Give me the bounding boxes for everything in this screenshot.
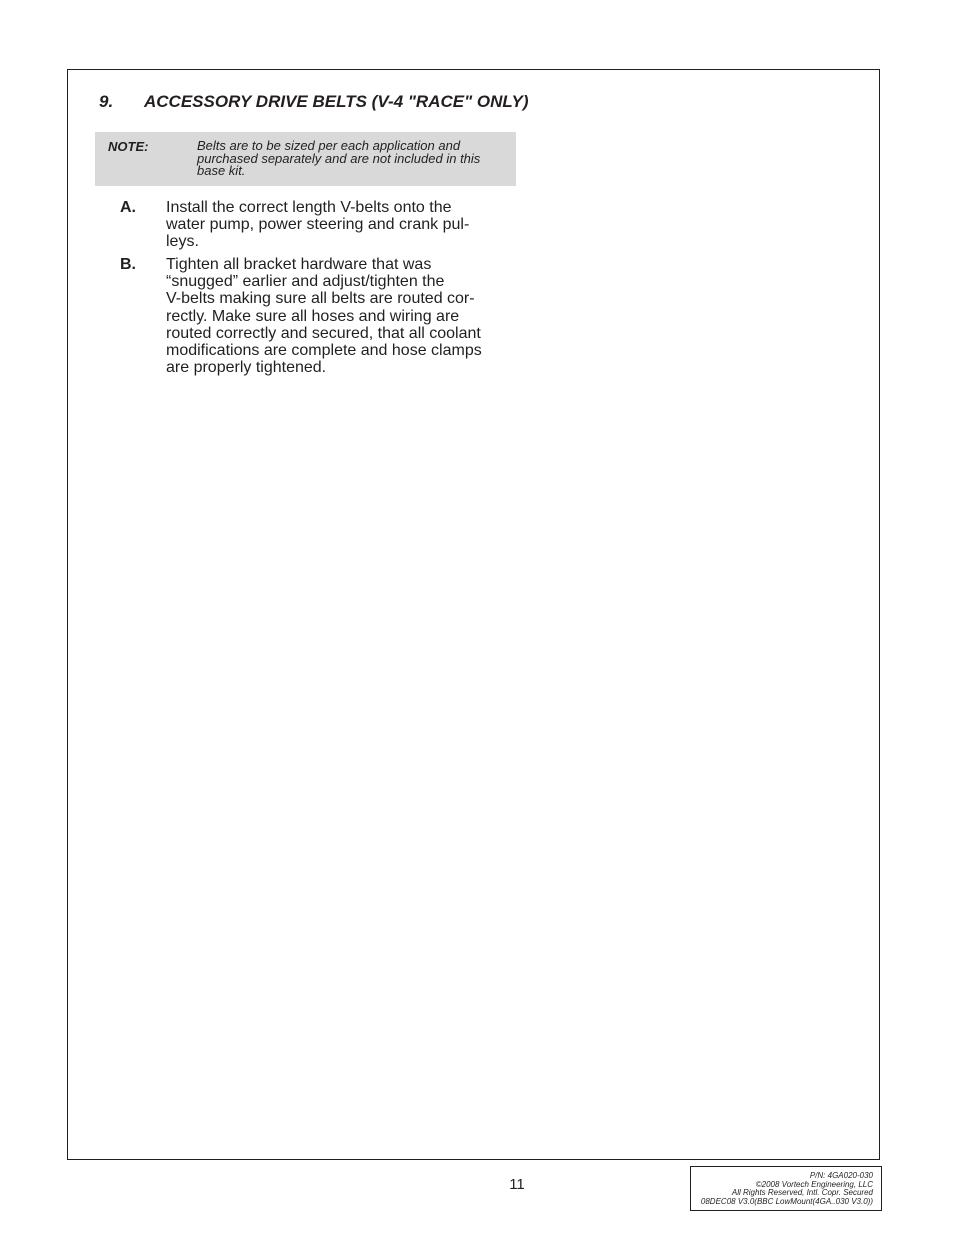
step-line: leys. <box>166 233 199 251</box>
page-number: 11 <box>509 1176 525 1193</box>
step-line: “snugged” earlier and adjust/tighten the <box>166 273 445 291</box>
step-line: water pump, power steering and crank pul- <box>166 216 470 234</box>
step-letter: B. <box>120 256 136 273</box>
section-heading <box>99 92 529 112</box>
note-line: base kit. <box>197 163 246 178</box>
note-line: purchased separately and are not included in this <box>197 150 481 166</box>
step-line: Tighten all bracket hardware that was <box>166 256 432 273</box>
step-line: Install the correct length V-belts onto the <box>166 199 452 216</box>
note-box <box>95 132 516 186</box>
note-line: Belts are to be sized per each application and <box>197 138 461 153</box>
step-line: are properly tightened. <box>166 359 327 377</box>
step-line: rectly. Make sure all hoses and wiring are <box>166 307 460 325</box>
note-label: NOTE: <box>108 139 149 154</box>
section-number: 9. <box>99 92 114 111</box>
section-title: ACCESSORY DRIVE BELTS (V-4 "RACE" ONLY) <box>144 92 529 111</box>
copyright: ©2008 Vortech Engineering, LLC <box>755 1179 873 1189</box>
step-line: routed correctly and secured, that all coolant <box>166 324 481 342</box>
step-line: V-belts making sure all belts are routed cor- <box>166 290 475 308</box>
part-number: P/N: 4GA020-030 <box>809 1171 873 1180</box>
note-text <box>197 140 513 178</box>
step-text <box>166 199 516 251</box>
rights-notice: All Rights Reserved, Intl. Copr. Secured <box>731 1188 873 1197</box>
step-line: modifications are complete and hose clamps <box>166 342 482 360</box>
document-version: 08DEC08 V3.0(BBC LowMount(4GA..030 V3.0)) <box>700 1196 873 1206</box>
step-text <box>166 256 516 376</box>
step-letter: A. <box>120 199 136 216</box>
footer-info-box <box>690 1166 882 1211</box>
